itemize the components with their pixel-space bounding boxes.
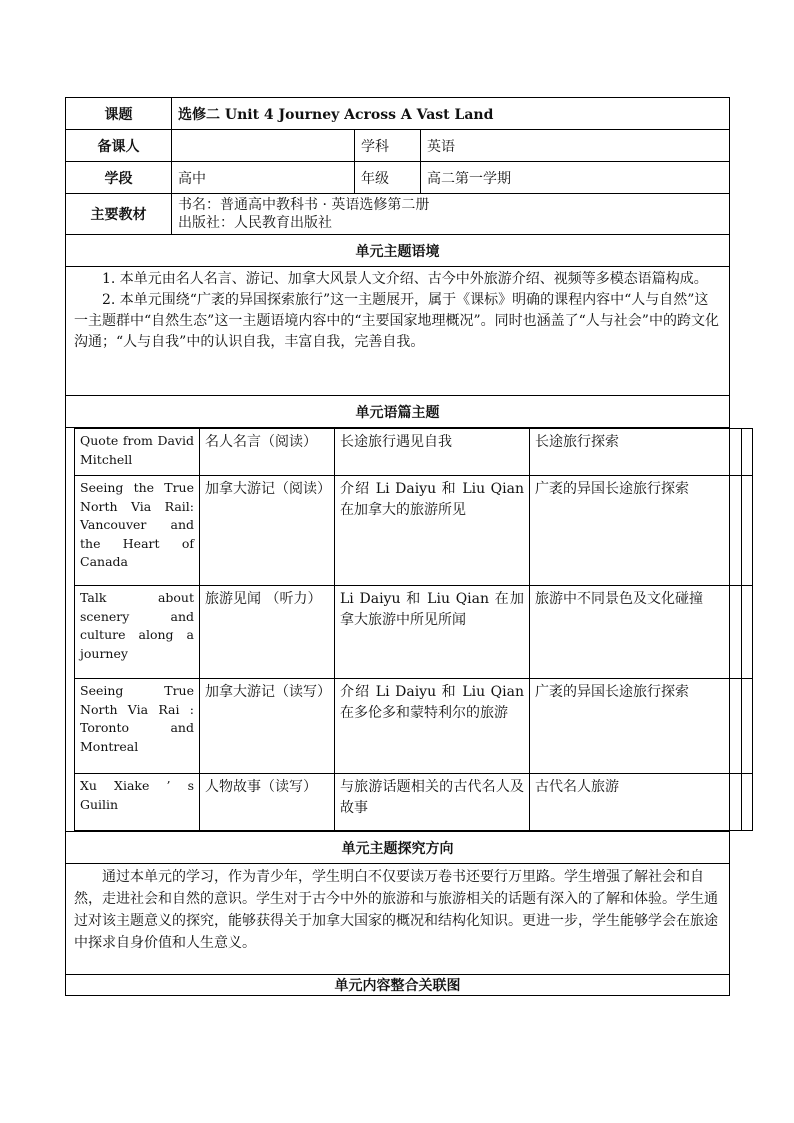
topic-type: 加拿大游记（阅读） [200,476,335,586]
table-row [75,586,753,679]
topic-spacer [742,429,753,476]
topic-theme: 广袤的异国长途旅行探索 [530,679,742,774]
textbook-name: 书名：普通高中教科书 · 英语选修第二册 [178,197,430,213]
stage-value: 高中 [172,162,355,194]
topic-type: 人物故事（读写） [200,774,335,831]
topic-title: Xu Xiake ’ s Guilin [75,774,200,831]
topics-cell [66,428,730,832]
context-body [66,267,730,396]
context-paragraph-1: 1. 本单元由名人名言、游记、加拿大风景人文介绍、古今中外旅游介绍、视频等多模态语篇构成。 [102,271,708,287]
topic-title: Seeing the True North Via Rail: Vancouver and the Heart of Canada [75,476,200,586]
topic-content: 介绍 Li Daiyu 和 Liu Qian 在加拿大的旅游所见 [335,476,530,586]
topic-value: 选修二 Unit 4 Journey Across A Vast Land [172,98,730,130]
context-heading: 单元主题语境 [66,235,730,267]
subject-label: 学科 [355,130,421,162]
stage-label: 学段 [66,162,172,194]
topic-type: 名人名言（阅读） [200,429,335,476]
topic-content: Li Daiyu 和 Liu Qian 在加拿大旅游中所见所闻 [335,586,530,679]
topic-spacer [742,476,753,586]
topic-content: 与旅游话题相关的古代名人及故事 [335,774,530,831]
table-row [75,679,753,774]
topics-heading: 单元语篇主题 [66,396,730,428]
lesson-plan-table [65,97,730,996]
map-heading: 单元内容整合关联图 [66,975,730,996]
table-row [75,774,753,831]
topics-table [74,428,753,831]
teacher-label: 备课人 [66,130,172,162]
topic-title: Quote from David Mitchell [75,429,200,476]
topic-spacer [742,679,753,774]
subject-value: 英语 [421,130,730,162]
topic-type: 旅游见闻 （听力） [200,586,335,679]
inquiry-heading: 单元主题探究方向 [66,832,730,864]
textbook-label: 主要教材 [66,194,172,235]
topic-theme: 广袤的异国长途旅行探索 [530,476,742,586]
topic-spacer [742,586,753,679]
grade-value: 高二第一学期 [421,162,730,194]
teacher-value [172,130,355,162]
inquiry-paragraph: 通过本单元的学习，作为青少年，学生明白不仅要读万卷书还要行万里路。学生增强了解社会和自然，走进社会和自然的意识。学生对于古今中外的旅游和与旅游相关的话题有深入的了解和体验。学生通过对该主题意义的探究，能够获得关于加拿大国家的概况和结构化知识。更进一步，学生能够学会在旅途中探求自身价值和人生意义。 [66,864,730,975]
table-row [75,429,753,476]
topic-content: 长途旅行遇见自我 [335,429,530,476]
textbook-publisher: 出版社：人民教育出版社 [178,215,332,231]
topic-title: Talk about scenery and culture along a journey [75,586,200,679]
textbook-value [172,194,730,235]
lesson-plan-document [65,97,729,996]
topic-content: 介绍 Li Daiyu 和 Liu Qian 在多伦多和蒙特利尔的旅游 [335,679,530,774]
topic-title: Seeing True North Via Rai : Toronto and Montreal [75,679,200,774]
context-paragraph-2: 2. 本单元围绕“广袤的异国探索旅行”这一主题展开，属于《课标》明确的课程内容中“人与自然”这一主题群中“自然生态”这一主题语境内容中的“主要国家地理概况”。同时也涵盖了“人与社会”中的跨文化沟通；“人与自我”中的认识自我，丰富自我，完善自我。 [74,292,719,350]
topic-theme: 长途旅行探索 [530,429,742,476]
table-row [75,476,753,586]
topic-label: 课题 [66,98,172,130]
topic-theme: 旅游中不同景色及文化碰撞 [530,586,742,679]
topic-spacer [742,774,753,831]
topic-theme: 古代名人旅游 [530,774,742,831]
grade-label: 年级 [355,162,421,194]
topic-type: 加拿大游记（读写） [200,679,335,774]
